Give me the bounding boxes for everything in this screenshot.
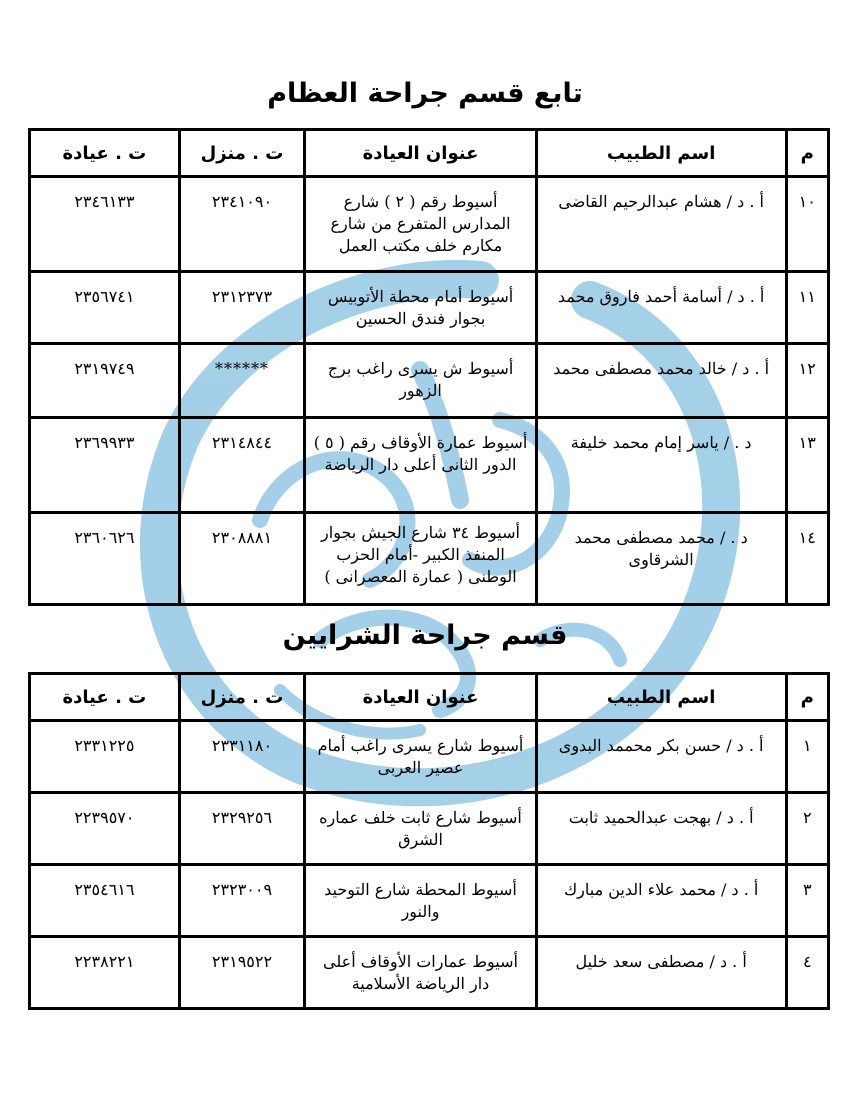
- row-num: ١١: [786, 272, 829, 344]
- header-doctor: اسم الطبيب: [536, 130, 786, 177]
- table-row: [30, 272, 829, 344]
- table-row: [30, 513, 829, 605]
- clinic-address: أسيوط أمام محطة الأتوبيس بجوار فندق الحسين: [305, 272, 537, 344]
- clinic-address: أسيوط ش يسرى راغب برج الزهور: [305, 344, 537, 418]
- header-clinic-phone: ت . عيادة: [30, 130, 180, 177]
- table-row: [30, 418, 829, 513]
- clinic-phone: ٢٣٥٦٧٤١: [30, 272, 180, 344]
- doctor-name: أ . د / محمد علاء الدين مبارك: [536, 865, 786, 937]
- doctor-name: د . / محمد مصطفى محمد الشرقاوى: [536, 513, 786, 605]
- table-row: [30, 793, 829, 865]
- clinic-phone: ٢٣٥٤٦١٦: [30, 865, 180, 937]
- clinic-phone: ٢٣١٩٧٤٩: [30, 344, 180, 418]
- section-title-arteries: قسم جراحة الشرايين: [282, 620, 568, 651]
- header-address: عنوان العيادة: [305, 674, 537, 721]
- clinic-address: أسيوط عمارات الأوقاف أعلى دار الرياضة الأسلامية: [305, 937, 537, 1009]
- doctor-name: أ . د / حسن بكر محممد البدوى: [536, 721, 786, 793]
- row-num: ١٤: [786, 513, 829, 605]
- clinic-address: أسيوط عمارة الأوقاف رقم ( ٥ ) الدور الثانى أعلى دار الرياضة: [305, 418, 537, 513]
- clinic-address: أسيوط رقم ( ٢ ) شارع المدارس المتفرع من شارع مكارم خلف مكتب العمل: [305, 177, 537, 272]
- home-phone: ٢٣١٤٨٤٤: [179, 418, 304, 513]
- clinic-address: أسيوط شارع ثابت خلف عماره الشرق: [305, 793, 537, 865]
- table-row: [30, 344, 829, 418]
- orthopedics-table: [28, 128, 830, 606]
- clinic-phone: ٢٣٣١٢٢٥: [30, 721, 180, 793]
- home-phone: ******: [179, 344, 304, 418]
- header-clinic-phone: ت . عيادة: [30, 674, 180, 721]
- table-header-row: [30, 674, 829, 721]
- clinic-address: أسيوط ٣٤ شارع الجيش بجوار المنفذ الكبير -أمام الحزب الوطنى ( عمارة المعصرانى ): [305, 513, 537, 605]
- header-home-phone: ت . منزل: [179, 130, 304, 177]
- header-address: عنوان العيادة: [305, 130, 537, 177]
- row-num: ٤: [786, 937, 829, 1009]
- clinic-phone: ٢٢٣٩٥٧٠: [30, 793, 180, 865]
- clinic-address: أسيوط المحطة شارع التوحيد والنور: [305, 865, 537, 937]
- table-row: [30, 177, 829, 272]
- header-num: م: [786, 130, 829, 177]
- home-phone: ٢٣١٢٣٧٣: [179, 272, 304, 344]
- clinic-phone: ٢٣٤٦١٣٣: [30, 177, 180, 272]
- header-num: م: [786, 674, 829, 721]
- row-num: ١٣: [786, 418, 829, 513]
- home-phone: ٢٣٢٩٢٥٦: [179, 793, 304, 865]
- section-title-orthopedics: تابع قسم جراحة العظام: [267, 78, 583, 109]
- doctor-name: أ . د / خالد محمد مصطفى محمد: [536, 344, 786, 418]
- home-phone: ٢٣٢٣٠٠٩: [179, 865, 304, 937]
- row-num: ٢: [786, 793, 829, 865]
- home-phone: ٢٣٠٨٨٨١: [179, 513, 304, 605]
- table-row: [30, 937, 829, 1009]
- home-phone: ٢٣١٩٥٢٢: [179, 937, 304, 1009]
- table-row: [30, 865, 829, 937]
- header-doctor: اسم الطبيب: [536, 674, 786, 721]
- row-num: ٣: [786, 865, 829, 937]
- doctor-name: د . / ياسر إمام محمد خليفة: [536, 418, 786, 513]
- row-num: ١٠: [786, 177, 829, 272]
- clinic-address: أسيوط شارع يسرى راغب أمام عصير العربى: [305, 721, 537, 793]
- arteries-table: [28, 672, 830, 1010]
- clinic-phone: ٢٣٦٩٩٣٣: [30, 418, 180, 513]
- clinic-phone: ٢٢٣٨٢٢١: [30, 937, 180, 1009]
- doctor-name: أ . د / أسامة أحمد فاروق محمد: [536, 272, 786, 344]
- clinic-phone: ٢٣٦٠٦٢٦: [30, 513, 180, 605]
- header-home-phone: ت . منزل: [179, 674, 304, 721]
- home-phone: ٢٣٣١١٨٠: [179, 721, 304, 793]
- doctor-name: أ . د / بهجت عبدالحميد ثابت: [536, 793, 786, 865]
- doctor-name: أ . د / هشام عبدالرحيم القاضى: [536, 177, 786, 272]
- row-num: ١٢: [786, 344, 829, 418]
- row-num: ١: [786, 721, 829, 793]
- home-phone: ٢٣٤١٠٩٠: [179, 177, 304, 272]
- table-row: [30, 721, 829, 793]
- table-header-row: [30, 130, 829, 177]
- doctor-name: أ . د / مصطفى سعد خليل: [536, 937, 786, 1009]
